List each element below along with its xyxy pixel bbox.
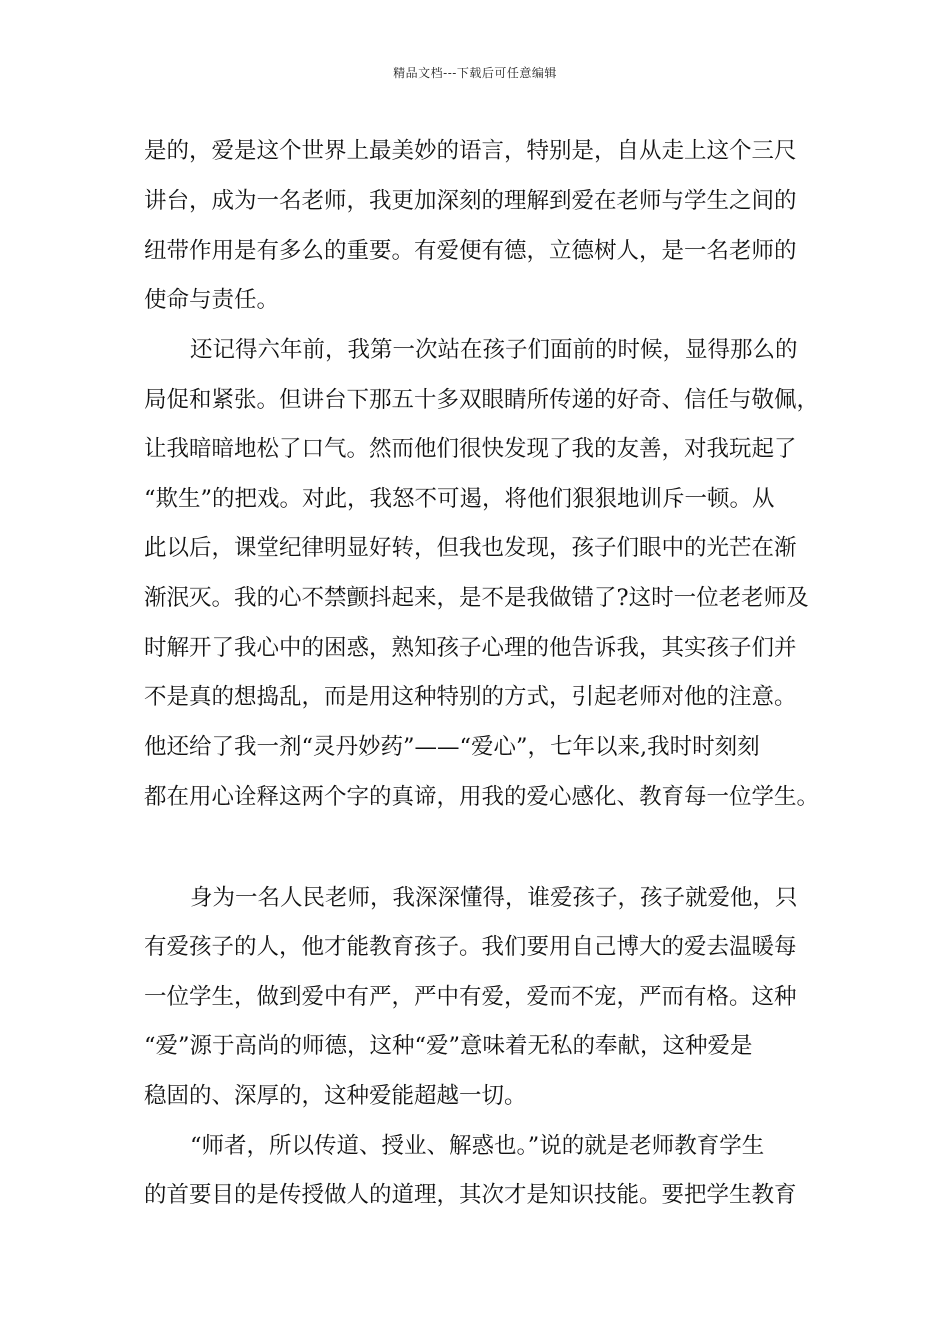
paragraph-2-line-9: 他还给了我一剂“灵丹妙药”——“爱心”，七年以来,我时时刻刻 [144,734,760,760]
paragraph-2-line-6: 渐泯灭。我的心不禁颤抖起来，是不是我做错了?这时一位老老师及 [144,585,809,611]
paragraph-1-line-1: 是的，爱是这个世界上最美妙的语言，特别是，自从走上这个三尺 [144,138,797,164]
paragraph-2-line-8: 不是真的想捣乱，而是用这种特别的方式，引起老师对他的注意。 [144,684,797,710]
paragraph-4-line-1: “师者，所以传道、授业、解惑也。”说的就是老师教育学生 [190,1133,765,1159]
paragraph-1-line-2: 讲台，成为一名老师，我更加深刻的理解到爱在老师与学生之间的 [144,188,797,214]
paragraph-2-line-4: “欺生”的把戏。对此，我怒不可遏，将他们狠狠地训斥一顿。从 [144,486,775,512]
paragraph-2-line-10: 都在用心诠释这两个字的真谛，用我的爱心感化、教育每一位学生。 [144,784,820,810]
paragraph-2-line-2: 局促和紧张。但讲台下那五十多双眼睛所传递的好奇、信任与敬佩， [144,387,820,413]
paragraph-2-line-3: 让我暗暗地松了口气。然而他们很快发现了我的友善，对我玩起了 [144,436,797,462]
paragraph-1-line-3: 纽带作用是有多么的重要。有爱便有德，立德树人，是一名老师的 [144,238,797,264]
paragraph-2-line-1: 还记得六年前，我第一次站在孩子们面前的时候，显得那么的 [190,337,798,363]
paragraph-3-line-1: 身为一名人民老师，我深深懂得，谁爱孩子，孩子就爱他，只 [190,885,798,911]
paragraph-3-line-3: 一位学生，做到爱中有严，严中有爱，爱而不宠，严而有格。这种 [144,984,797,1010]
paragraph-2-line-5: 此以后，课堂纪律明显好转，但我也发现，孩子们眼中的光芒在渐 [144,535,797,561]
paragraph-3-line-5: 稳固的、深厚的，这种爱能超越一切。 [144,1083,527,1109]
paragraph-1-line-4: 使命与责任。 [144,287,280,313]
page-header: 精品文档---下载后可任意编辑 [393,66,557,80]
paragraph-3-line-4: “爱”源于高尚的师德，这种“爱”意味着无私的奉献，这种爱是 [144,1033,753,1059]
paragraph-4-line-2: 的首要目的是传授做人的道理，其次才是知识技能。要把学生教育 [144,1182,797,1208]
paragraph-3-line-2: 有爱孩子的人，他才能教育孩子。我们要用自己博大的爱去温暖每 [144,934,797,960]
paragraph-2-line-7: 时解开了我心中的困惑，熟知孩子心理的他告诉我，其实孩子们并 [144,635,797,661]
